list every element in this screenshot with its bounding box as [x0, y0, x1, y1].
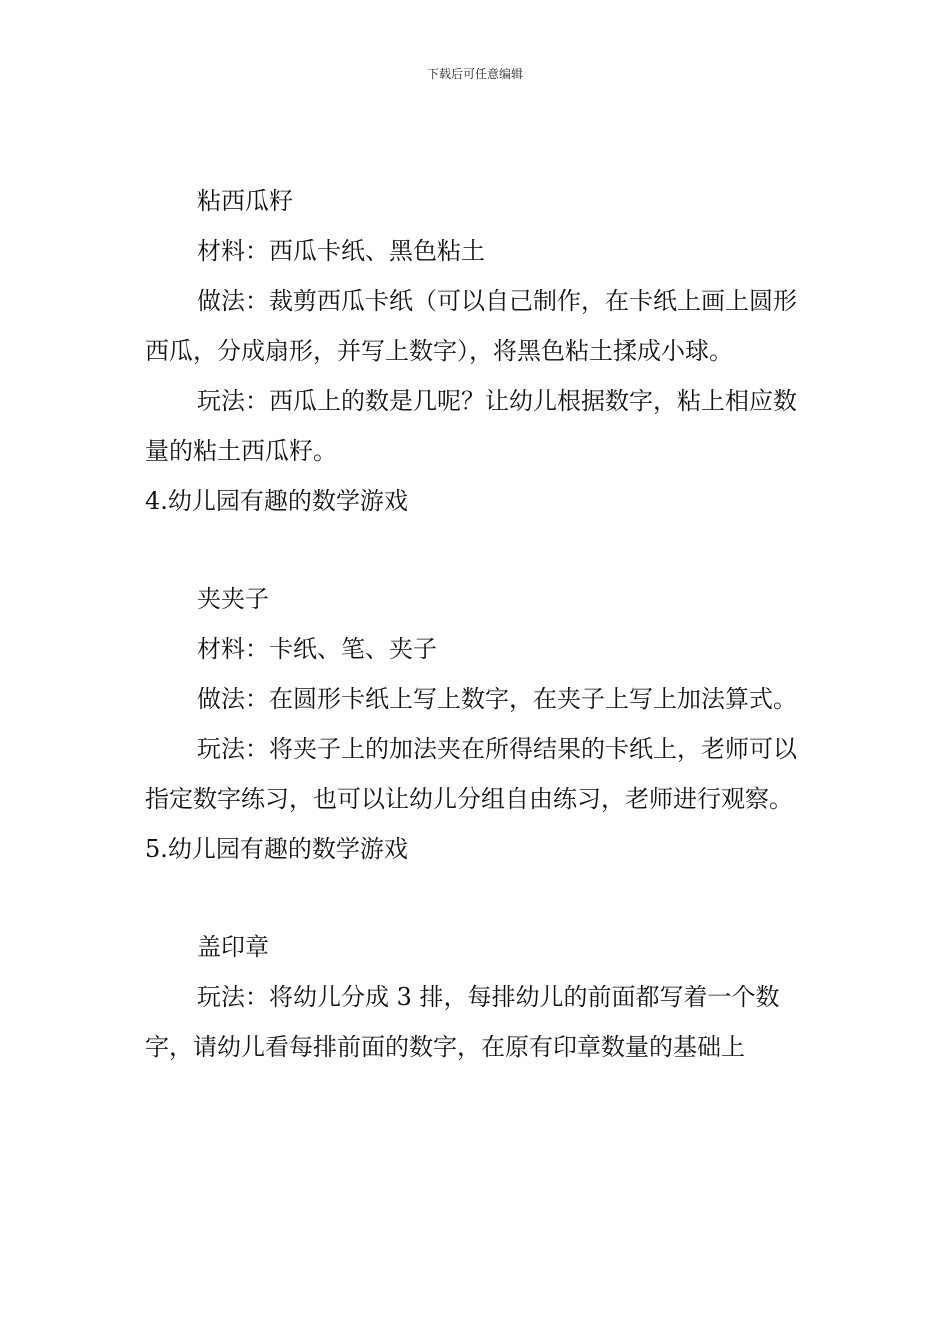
materials-line: 材料：西瓜卡纸、黑色粘土 — [197, 237, 485, 265]
method-paragraph: 做法：在圆形卡纸上写上数字，在夹子上写上加法算式。 — [197, 685, 797, 713]
materials-line: 材料：卡纸、笔、夹子 — [197, 635, 437, 663]
method-paragraph: 做法：裁剪西瓜卡纸（可以自己制作，在卡纸上画上圆形西瓜，分成扇形，并写上数字），将黑色粘土揉成小球。 — [145, 287, 797, 365]
spacer — [145, 874, 813, 922]
play-paragraph: 玩法：将幼儿分成 3 排，每排幼儿的前面都写着一个数字，请幼儿看每排前面的数字，在原有印章数量的基础上 — [145, 983, 780, 1061]
section-heading: 4.幼儿园有趣的数学游戏 — [145, 487, 408, 515]
game-title: 盖印章 — [197, 933, 269, 961]
game-title: 夹夹子 — [197, 585, 269, 613]
play-paragraph: 玩法：西瓜上的数是几呢？让幼儿根据数字，粘上相应数量的粘土西瓜籽。 — [145, 387, 797, 465]
document-body — [145, 176, 813, 1072]
play-paragraph: 玩法：将夹子上的加法夹在所得结果的卡纸上，老师可以指定数字练习，也可以让幼儿分组自由练习，老师进行观察。 — [145, 735, 797, 813]
page-header: 下载后可任意编辑 — [426, 67, 523, 81]
section-heading: 5.幼儿园有趣的数学游戏 — [145, 835, 408, 863]
spacer — [145, 526, 813, 574]
game-title: 粘西瓜籽 — [197, 187, 293, 215]
